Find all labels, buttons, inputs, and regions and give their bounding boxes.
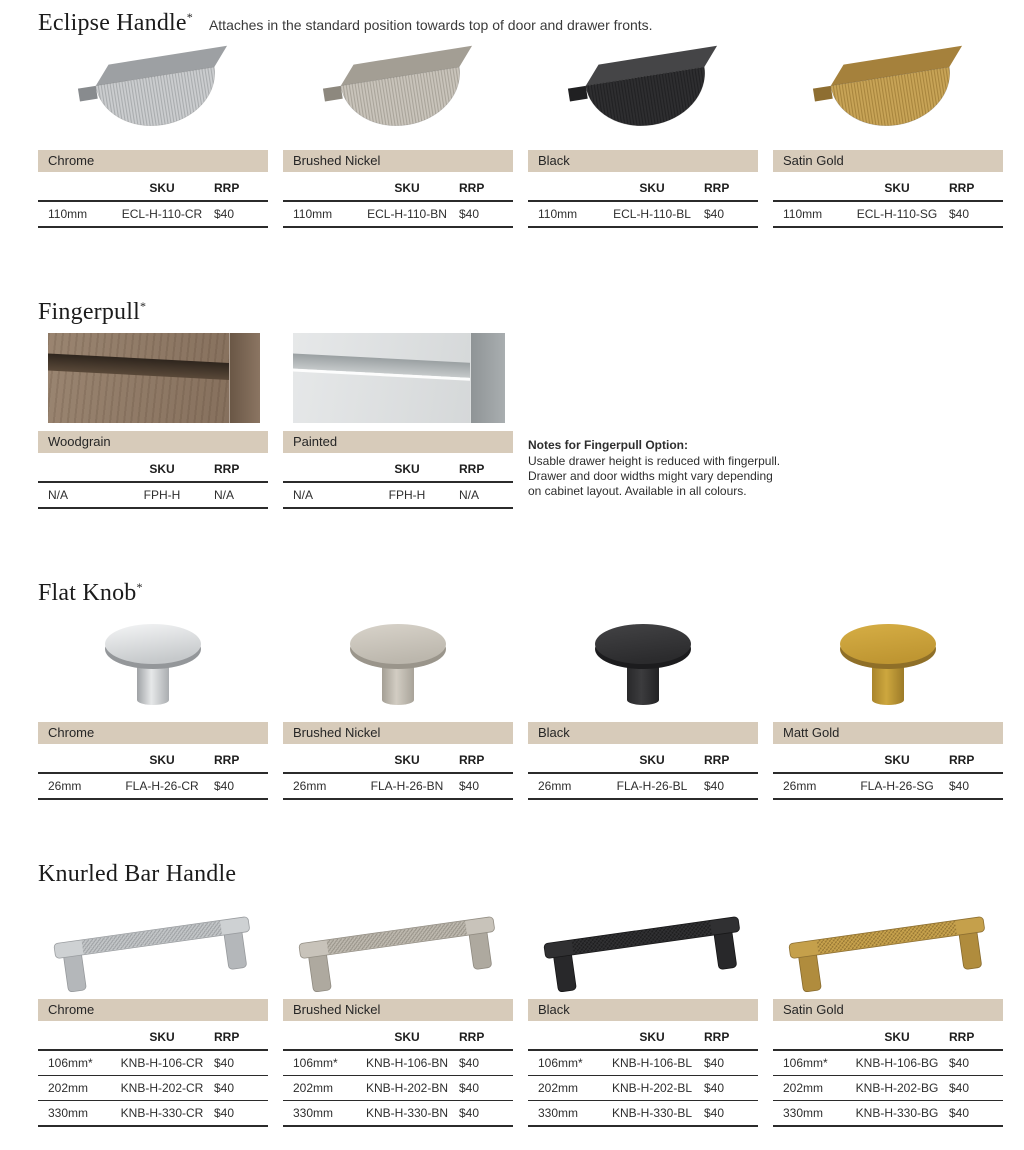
finish-header: Black xyxy=(528,150,758,172)
table-row xyxy=(283,483,513,509)
sku-cell: FPH-H xyxy=(388,488,426,502)
rrp-cell: $40 xyxy=(949,1056,970,1070)
variant-grid xyxy=(38,44,1003,228)
variant-cell xyxy=(773,614,1003,800)
size-cell: 106mm* xyxy=(293,1056,338,1070)
rrp-cell: N/A xyxy=(214,488,235,502)
table-row xyxy=(528,774,758,800)
rrp-cell: $40 xyxy=(459,779,480,793)
table-row xyxy=(38,202,268,228)
table-row xyxy=(528,1076,758,1101)
table-row xyxy=(528,1101,758,1127)
finish-header: Brushed Nickel xyxy=(283,999,513,1021)
size-cell: 106mm* xyxy=(783,1056,828,1070)
rrp-cell: $40 xyxy=(214,779,235,793)
rrp-col-header: RRP xyxy=(704,753,730,767)
sku-cell: KNB-H-202-BL xyxy=(611,1081,693,1095)
woodgrain-cabinet-photo xyxy=(48,333,260,423)
fingerpull-notes xyxy=(528,431,783,509)
section-eclipse-handle xyxy=(38,10,1003,228)
sku-cell: KNB-H-330-CR xyxy=(120,1106,204,1120)
section-header xyxy=(38,861,1003,895)
rrp-cell: $40 xyxy=(214,1081,235,1095)
rrp-cell: $40 xyxy=(214,1106,235,1120)
sku-col-header: SKU xyxy=(394,181,420,195)
finish-header: Chrome xyxy=(38,150,268,172)
variant-cell xyxy=(283,895,513,1127)
price-table xyxy=(38,722,268,800)
price-table xyxy=(773,150,1003,228)
section-title xyxy=(38,861,236,888)
finish-header: Brushed Nickel xyxy=(283,150,513,172)
column-headers xyxy=(283,1025,513,1051)
fingerpull-woodgrain-photo xyxy=(38,333,268,425)
sku-col-header: SKU xyxy=(394,462,420,476)
size-cell: 26mm xyxy=(538,779,572,793)
fingerpull-painted-photo xyxy=(283,333,513,425)
size-cell: N/A xyxy=(293,488,314,502)
finish-header: Matt Gold xyxy=(773,722,1003,744)
column-headers xyxy=(283,748,513,774)
sku-cell: FLA-H-26-SG xyxy=(860,779,934,793)
variant-grid xyxy=(38,333,1003,509)
size-cell: 330mm xyxy=(783,1106,824,1120)
rrp-cell: $40 xyxy=(459,207,480,221)
finish-header: Black xyxy=(528,722,758,744)
variant-cell xyxy=(283,333,513,509)
flat-knob-matt-gold-image xyxy=(773,614,1003,716)
rrp-col-header: RRP xyxy=(459,462,485,476)
section-title-text: Fingerpull xyxy=(38,299,140,325)
column-headers xyxy=(283,457,513,483)
variant-cell xyxy=(38,333,268,509)
sku-col-header: SKU xyxy=(884,1030,910,1044)
column-headers xyxy=(38,748,268,774)
rrp-col-header: RRP xyxy=(949,181,975,195)
eclipse-handle-black-image xyxy=(528,44,758,144)
sku-col-header: SKU xyxy=(394,1030,420,1044)
size-cell: 202mm xyxy=(538,1081,579,1095)
column-headers xyxy=(773,1025,1003,1051)
size-cell: 202mm xyxy=(783,1081,824,1095)
table-row xyxy=(283,202,513,228)
table-row xyxy=(38,1076,268,1101)
rrp-cell: $40 xyxy=(704,1106,725,1120)
variant-cell xyxy=(38,44,268,228)
section-knurled-bar-handle xyxy=(38,861,1003,1127)
size-cell: 110mm xyxy=(48,207,88,221)
section-title xyxy=(38,580,143,607)
price-table xyxy=(283,431,513,509)
sku-cell: KNB-H-330-BN xyxy=(365,1106,449,1120)
rrp-col-header: RRP xyxy=(459,181,485,195)
finish-header: Black xyxy=(528,999,758,1021)
notes-line: Drawer and door widths might vary depending xyxy=(528,469,773,483)
sku-col-header: SKU xyxy=(639,1030,665,1044)
rrp-col-header: RRP xyxy=(704,1030,730,1044)
flat-knob-black-image xyxy=(528,614,758,716)
rrp-cell: N/A xyxy=(459,488,480,502)
section-title xyxy=(38,299,146,326)
variant-cell xyxy=(528,895,758,1127)
column-headers xyxy=(528,748,758,774)
price-table xyxy=(528,999,758,1127)
finish-header: Chrome xyxy=(38,999,268,1021)
sku-cell: ECL-H-110-SG xyxy=(856,207,938,221)
column-headers xyxy=(528,176,758,202)
knurled-bar-brushed-nickel-image xyxy=(283,895,513,993)
rrp-col-header: RRP xyxy=(214,181,240,195)
finish-header: Chrome xyxy=(38,722,268,744)
title-asterisk: * xyxy=(186,10,193,24)
rrp-cell: $40 xyxy=(459,1056,480,1070)
price-table xyxy=(773,999,1003,1127)
sku-col-header: SKU xyxy=(639,753,665,767)
sku-cell: KNB-H-202-BN xyxy=(365,1081,449,1095)
price-table xyxy=(528,150,758,228)
variant-grid xyxy=(38,895,1003,1127)
cabinet-side-panel xyxy=(229,333,260,423)
cabinet-side-panel xyxy=(470,333,505,423)
size-cell: 26mm xyxy=(293,779,327,793)
table-row xyxy=(38,1101,268,1127)
sku-col-header: SKU xyxy=(149,181,175,195)
size-cell: 330mm xyxy=(538,1106,579,1120)
sku-cell: KNB-H-330-BL xyxy=(611,1106,693,1120)
knurled-bar-satin-gold-image xyxy=(773,895,1003,993)
rrp-col-header: RRP xyxy=(214,753,240,767)
rrp-cell: $40 xyxy=(214,1056,235,1070)
variant-cell xyxy=(773,895,1003,1127)
size-cell: 330mm xyxy=(48,1106,89,1120)
rrp-cell: $40 xyxy=(704,207,725,221)
variant-grid xyxy=(38,614,1003,800)
table-row xyxy=(283,1101,513,1127)
variant-cell xyxy=(283,44,513,228)
sku-cell: FLA-H-26-BN xyxy=(370,779,444,793)
variant-cell xyxy=(38,614,268,800)
price-table xyxy=(38,999,268,1127)
section-flat-knob xyxy=(38,580,1003,800)
rrp-col-header: RRP xyxy=(949,753,975,767)
sku-cell: FPH-H xyxy=(143,488,181,502)
finish-header: Painted xyxy=(283,431,513,453)
section-fingerpull xyxy=(38,299,1003,509)
sku-col-header: SKU xyxy=(884,753,910,767)
rrp-cell: $40 xyxy=(214,207,235,221)
sku-cell: KNB-H-106-CR xyxy=(120,1056,204,1070)
section-header xyxy=(38,580,1003,614)
table-row xyxy=(773,1076,1003,1101)
sku-cell: ECL-H-110-CR xyxy=(121,207,203,221)
price-table xyxy=(283,722,513,800)
price-table xyxy=(283,999,513,1127)
sku-cell: KNB-H-106-BL xyxy=(611,1056,693,1070)
finish-header: Brushed Nickel xyxy=(283,722,513,744)
sku-col-header: SKU xyxy=(149,753,175,767)
rrp-cell: $40 xyxy=(704,1056,725,1070)
size-cell: 26mm xyxy=(783,779,817,793)
variant-cell xyxy=(528,44,758,228)
rrp-cell: $40 xyxy=(949,779,970,793)
size-cell: 110mm xyxy=(538,207,578,221)
sku-col-header: SKU xyxy=(394,753,420,767)
rrp-cell: $40 xyxy=(949,1081,970,1095)
rrp-cell: $40 xyxy=(704,1081,725,1095)
rrp-col-header: RRP xyxy=(704,181,730,195)
size-cell: 106mm* xyxy=(538,1056,583,1070)
price-table xyxy=(38,150,268,228)
variant-cell xyxy=(38,895,268,1127)
finish-header: Satin Gold xyxy=(773,150,1003,172)
section-description: Attaches in the standard position towards top of door and drawer fronts. xyxy=(208,17,653,33)
rrp-col-header: RRP xyxy=(214,462,240,476)
table-row xyxy=(38,774,268,800)
section-header xyxy=(38,10,1003,44)
price-table xyxy=(773,722,1003,800)
size-cell: 330mm xyxy=(293,1106,334,1120)
title-asterisk: * xyxy=(140,299,147,313)
notes-title: Notes for Fingerpull Option: xyxy=(528,438,688,452)
table-row xyxy=(773,1101,1003,1127)
sku-col-header: SKU xyxy=(149,462,175,476)
rrp-col-header: RRP xyxy=(949,1030,975,1044)
sku-cell: KNB-H-330-BG xyxy=(855,1106,939,1120)
finish-header: Woodgrain xyxy=(38,431,268,453)
rrp-cell: $40 xyxy=(459,1106,480,1120)
title-asterisk: * xyxy=(136,580,143,594)
table-row xyxy=(528,1051,758,1076)
column-headers xyxy=(773,176,1003,202)
eclipse-handle-chrome-image xyxy=(38,44,268,144)
table-row xyxy=(283,1051,513,1076)
sku-cell: ECL-H-110-BL xyxy=(613,207,691,221)
knurled-bar-chrome-image xyxy=(38,895,268,993)
column-headers xyxy=(528,1025,758,1051)
rrp-col-header: RRP xyxy=(459,1030,485,1044)
painted-cabinet-photo xyxy=(293,333,505,423)
sku-cell: ECL-H-110-BN xyxy=(367,207,447,221)
size-cell: 110mm xyxy=(783,207,823,221)
table-row xyxy=(283,774,513,800)
finish-header: Satin Gold xyxy=(773,999,1003,1021)
size-cell: 106mm* xyxy=(48,1056,93,1070)
variant-cell xyxy=(283,614,513,800)
sku-cell: KNB-H-106-BN xyxy=(365,1056,449,1070)
size-cell: 202mm xyxy=(293,1081,334,1095)
sku-cell: FLA-H-26-CR xyxy=(125,779,199,793)
table-row xyxy=(773,1051,1003,1076)
eclipse-handle-brushed-nickel-image xyxy=(283,44,513,144)
table-row xyxy=(773,774,1003,800)
sku-cell: FLA-H-26-BL xyxy=(616,779,688,793)
table-row xyxy=(283,1076,513,1101)
sku-cell: KNB-H-202-CR xyxy=(120,1081,204,1095)
sku-col-header: SKU xyxy=(149,1030,175,1044)
section-title-text: Eclipse Handle xyxy=(38,10,187,36)
table-row xyxy=(773,202,1003,228)
section-title-text: Knurled Bar Handle xyxy=(38,861,237,887)
notes-line: on cabinet layout. Available in all colours. xyxy=(528,484,747,498)
section-header xyxy=(38,299,1003,333)
sku-cell: KNB-H-202-BG xyxy=(855,1081,939,1095)
column-headers xyxy=(38,1025,268,1051)
rrp-col-header: RRP xyxy=(214,1030,240,1044)
size-cell: 26mm xyxy=(48,779,82,793)
flat-knob-brushed-nickel-image xyxy=(283,614,513,716)
sku-col-header: SKU xyxy=(639,181,665,195)
rrp-col-header: RRP xyxy=(459,753,485,767)
size-cell: 110mm xyxy=(293,207,333,221)
column-headers xyxy=(38,176,268,202)
price-table xyxy=(528,722,758,800)
column-headers xyxy=(283,176,513,202)
price-table xyxy=(283,150,513,228)
flat-knob-chrome-image xyxy=(38,614,268,716)
rrp-cell: $40 xyxy=(949,207,970,221)
column-headers xyxy=(38,457,268,483)
notes-line: Usable drawer height is reduced with fingerpull. xyxy=(528,454,781,468)
table-row xyxy=(528,202,758,228)
section-title xyxy=(38,10,193,37)
section-title-text: Flat Knob xyxy=(38,580,137,606)
eclipse-handle-satin-gold-image xyxy=(773,44,1003,144)
size-cell: N/A xyxy=(48,488,69,502)
price-table xyxy=(38,431,268,509)
variant-cell xyxy=(528,614,758,800)
rrp-cell: $40 xyxy=(949,1106,970,1120)
rrp-cell: $40 xyxy=(704,779,725,793)
size-cell: 202mm xyxy=(48,1081,89,1095)
knurled-bar-black-image xyxy=(528,895,758,993)
sku-col-header: SKU xyxy=(884,181,910,195)
table-row xyxy=(38,1051,268,1076)
variant-cell xyxy=(773,44,1003,228)
table-row xyxy=(38,483,268,509)
rrp-cell: $40 xyxy=(459,1081,480,1095)
column-headers xyxy=(773,748,1003,774)
sku-cell: KNB-H-106-BG xyxy=(855,1056,939,1070)
